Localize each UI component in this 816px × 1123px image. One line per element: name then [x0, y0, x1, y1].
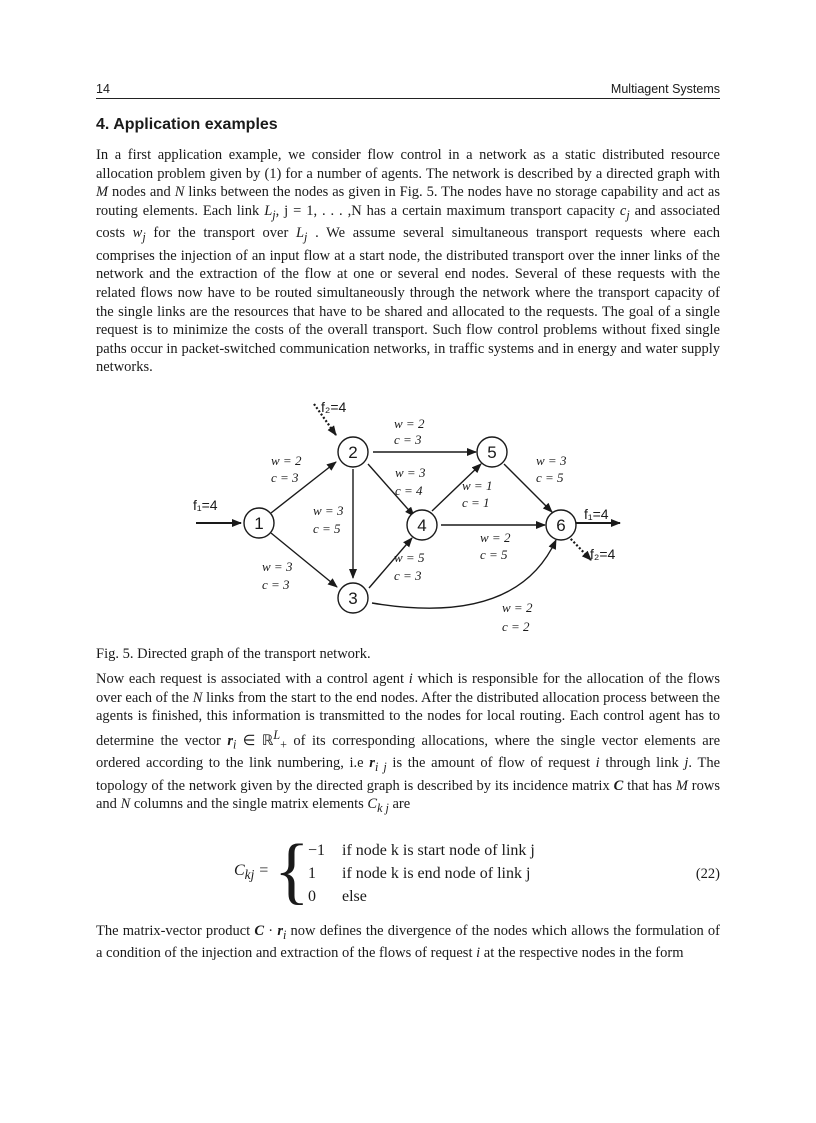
edge-label-c-1-2: c = 3: [271, 470, 299, 485]
node-5-label: 5: [487, 443, 497, 462]
edge-label-c-2-4: c = 4: [395, 483, 423, 498]
paragraph-control-agents: Now each request is associated with a control agent i which is responsible for the allocation of the flows over each of the N links from the start to the end nodes. After the distributed allocation process between the agents is finished, this information is transmitted to the nodes for local routing. Each control agent has to determine the vector $r_i$ ∈ ℝ$^L_+$ of its corresponding allocations, where the single vector elements are ordered according to the link numbering, i.e $r_{i j}$ is the amount of flow of request i through link j. The topology of the network given by the directed graph is described by its incidence matrix C that has M rows and N columns and the single matrix elements $C_{k j}$ are: [96, 671, 721, 816]
edge-label-c-2-3: c = 5: [313, 521, 341, 536]
section-title: 4. Application examples: [96, 116, 278, 133]
edge-label-w-5-6: w = 3: [536, 453, 567, 468]
equation-case-1: −1 if node k is start node of link j: [308, 842, 535, 859]
edge-label-w-3-6: w = 2: [502, 600, 533, 615]
edge-label-c-3-4: c = 3: [394, 568, 422, 583]
network-graph: [96, 392, 720, 642]
node-2-label: 2: [348, 443, 358, 462]
equation-brace: {: [274, 830, 310, 912]
edge-label-c-1-3: c = 3: [262, 577, 290, 592]
equation-case-2: 1 if node k is end node of link j: [308, 865, 531, 882]
network-figure: [96, 392, 720, 642]
flow-f2-out-label: f₂=4: [590, 546, 616, 562]
figure-caption: Fig. 5. Directed graph of the transport network.: [96, 646, 371, 662]
edge-label-c-3-6: c = 2: [502, 619, 530, 634]
edge-label-w-4-5: w = 1: [462, 478, 493, 493]
equation-22: [96, 830, 720, 912]
edge-label-w-1-3: w = 3: [262, 559, 293, 574]
edge-label-w-3-4: w = 5: [394, 550, 425, 565]
node-3-label: 3: [348, 589, 358, 608]
node-1-label: 1: [254, 514, 264, 533]
node-4-label: 4: [417, 516, 427, 535]
equation-lhs: $C_{kj}$ =: [234, 862, 270, 883]
edge-label-w-2-5: w = 2: [394, 416, 425, 431]
edge-label-w-2-3: w = 3: [313, 503, 344, 518]
edge-label-c-5-6: c = 5: [536, 470, 564, 485]
edge-label-c-4-5: c = 1: [462, 495, 490, 510]
paragraph-intro: In a first application example, we consider flow control in a network as a static distributed resource allocation problem given by (1) for a number of agents. The network is described by a directed graph with M nodes and N links between the nodes as given in Fig. 5. The nodes have no storage capability and act as routing elements. Each link $L_j$, j = 1, . . . ,N has a certain maximum transport capacity $c_j$ and associated costs $w_j$ for the transport over $L_j$ . We assume several simultaneous transport requests where each comprises the injection of an input flow at a start node, the distributed transport over the inner links of the network and the extraction of the flow at one or several end nodes. Several of these requests with the related flows now have to be routed simultaneously through the network where the transport capacity of the single links are the resources that have to be shared and allocated to the requests. The goal of a single request is to minimize the costs of the overall transport. Such flow control problems without fixed single paths occur in packet-switched communication networks, in traffic systems and in energy and water supply networks.: [96, 147, 721, 376]
equation-case-3: 0 else: [308, 888, 367, 905]
flow-f1-out-label: f₁=4: [584, 506, 609, 522]
edge-label-w-4-6: w = 2: [480, 530, 511, 545]
page-number: 14: [96, 82, 110, 96]
running-title: Multiagent Systems: [610, 82, 720, 96]
edge-label-c-2-5: c = 3: [394, 432, 422, 447]
edge-label-w-1-2: w = 2: [271, 453, 302, 468]
flow-f2-out-arrow: [568, 536, 591, 560]
paragraph-divergence: The matrix-vector product $C \cdot r_i$ now defines the divergence of the nodes which allows the formulation of a condition of the injection and extraction of the flows of request i at the respective nodes in the form: [96, 923, 720, 962]
header-rule: [96, 98, 720, 99]
flow-f1-in-label: f₁=4: [193, 497, 218, 513]
node-6-label: 6: [556, 516, 566, 535]
flow-f2-in-label: f₂=4: [321, 399, 347, 415]
equation-number: (22): [695, 866, 720, 882]
edge-label-c-4-6: c = 5: [480, 547, 508, 562]
edge-label-w-2-4: w = 3: [395, 465, 426, 480]
